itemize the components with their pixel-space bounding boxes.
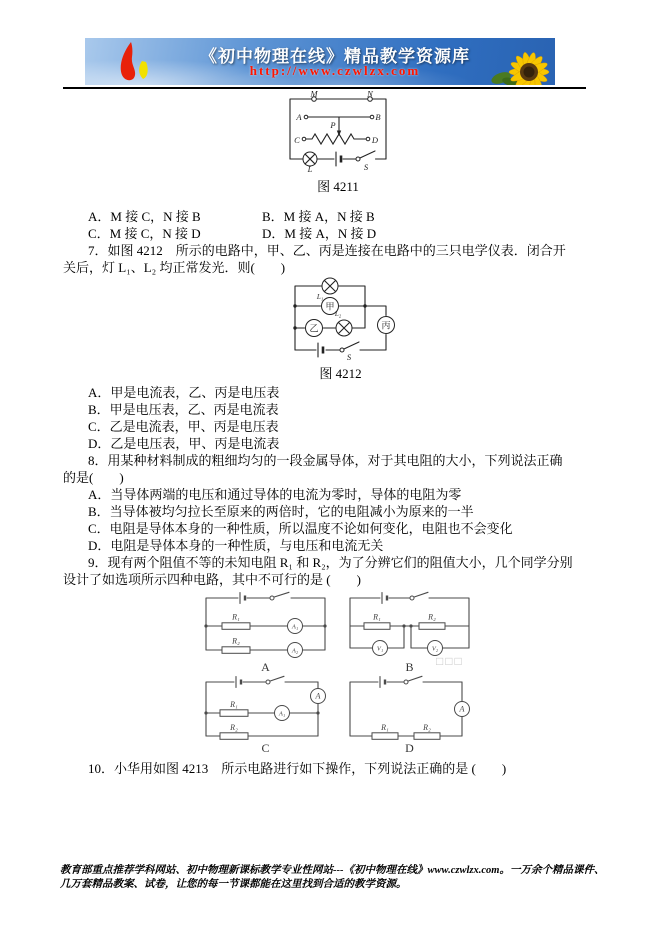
- q8-option-b: B．当导体被均匀拉长至原来的两倍时，它的电阻减小为原来的一半: [88, 504, 474, 519]
- battery-symbol: [380, 677, 385, 688]
- label-r2: R₂: [428, 612, 436, 622]
- label-r1: R₁: [373, 612, 381, 622]
- q7-option-d: D．乙是电压表，甲、丙是电流表: [88, 436, 280, 451]
- label-meter-bing: 丙: [381, 320, 391, 331]
- battery-symbol: [240, 593, 245, 604]
- terminal-b: [370, 115, 374, 119]
- switch-symbol: [340, 342, 359, 352]
- terminal-a: [304, 115, 308, 119]
- option-row-c: C．M 接 C，N 接 D: [88, 226, 201, 241]
- question-8-line2: 的是( ): [63, 470, 124, 485]
- junction-dot: [323, 624, 326, 627]
- junction-dot: [204, 624, 207, 627]
- label-lamp1: L₁: [316, 293, 324, 301]
- banner-title: 《初中物理在线》精品教学资源库: [200, 47, 470, 66]
- missing-glyph-boxes: □□□: [436, 654, 464, 668]
- flame-logo-icon: [115, 41, 163, 83]
- label-c: C: [294, 135, 300, 145]
- label-r2: R₂: [230, 723, 238, 732]
- label-p: P: [330, 120, 336, 130]
- banner-url: http://www.czwlzx.com: [249, 63, 421, 78]
- figure-4212-caption: 图 4212: [319, 366, 362, 381]
- option-circuit-a: [198, 592, 333, 658]
- question-7-line1: 7．如图 4212 所示的电路中，甲、乙、丙是连接在电路中的三只电学仪表．闭合开: [88, 243, 566, 258]
- label-a1: A₁: [291, 623, 299, 631]
- terminal-d: [366, 137, 370, 141]
- junction-dot: [293, 326, 296, 329]
- battery-symbol: [382, 593, 387, 604]
- question-7-line2: 关后，灯 L₁、L₂ 均正常发光．则( ): [63, 260, 286, 275]
- question-9-line2: 设计了如选项所示四种电路，其中不可行的是 ( ): [63, 572, 361, 587]
- circuit-a-label: A: [261, 660, 270, 674]
- circuit-wires: [295, 286, 386, 350]
- q7-option-c: C．乙是电流表，甲、丙是电压表: [88, 419, 279, 434]
- circuit-c-label: C: [261, 741, 270, 755]
- label-r1: R₁: [230, 700, 238, 709]
- label-d: D: [371, 135, 379, 145]
- label-v2: V₂: [431, 645, 439, 653]
- header-divider: [63, 87, 586, 89]
- label-meter-yi: 乙: [309, 323, 319, 334]
- figure-4212-circuit: [283, 276, 398, 362]
- lamp1-symbol: [322, 278, 338, 294]
- label-r2: R₂: [423, 723, 431, 732]
- switch-symbol: [356, 151, 375, 161]
- resistor-r2: [419, 623, 445, 630]
- label-meter-jia: 甲: [325, 301, 335, 312]
- option-row-d: D．M 接 A，N 接 D: [262, 226, 377, 241]
- resistor-r2: [220, 733, 248, 740]
- resistor-r2: [414, 733, 440, 740]
- battery-symbol: [318, 343, 323, 357]
- battery-symbol: [336, 152, 341, 166]
- circuit-d-label: D: [405, 741, 414, 755]
- question-8-line1: 8．用某种材料制成的粗细均匀的一段金属导体，对于其电阻的大小，下列说法正确: [88, 453, 563, 468]
- option-row-b: B．M 接 A，N 接 B: [262, 209, 375, 224]
- q8-option-c: C．电阻是导体本身的一种性质，所以温度不论如何变化，电阻也不会变化: [88, 521, 513, 536]
- q7-option-b: B．甲是电压表，乙、丙是电流表: [88, 402, 279, 417]
- resistor-r2: [222, 647, 250, 654]
- battery-symbol: [236, 677, 241, 688]
- junction-dot: [316, 711, 319, 714]
- option-circuit-b: [342, 592, 477, 658]
- lamp2-symbol: [336, 320, 352, 336]
- switch-symbol: [270, 592, 289, 600]
- label-r2: R₂: [232, 636, 240, 646]
- slider-arrow: [337, 131, 341, 137]
- q7-option-a: A．甲是电流表，乙、丙是电压表: [88, 385, 280, 400]
- switch-symbol: [404, 676, 422, 684]
- label-a2: A₂: [291, 647, 299, 655]
- circuit-wires: [290, 99, 386, 159]
- label-lamp2: L₂: [334, 310, 342, 318]
- resistor-r1: [372, 733, 398, 740]
- resistor-r1: [222, 623, 250, 630]
- junction-dot: [293, 304, 296, 307]
- junction-dot: [204, 711, 207, 714]
- label-a: A: [459, 704, 465, 714]
- label-a: A: [296, 112, 302, 122]
- label-r1: R₁: [232, 612, 240, 622]
- option-circuit-c: [198, 676, 333, 742]
- label-b: B: [375, 112, 381, 122]
- meter-yi-symbol: [306, 320, 323, 337]
- terminal-c: [302, 137, 306, 141]
- label-a: A: [315, 691, 321, 701]
- q8-option-d: D．电阻是导体本身的一种性质，与电压和电流无关: [88, 538, 384, 553]
- switch-symbol: [266, 676, 284, 684]
- junction-dot: [402, 624, 405, 627]
- option-row-a: A．M 接 C，N 接 B: [88, 209, 201, 224]
- sunflower-icon: [487, 46, 555, 85]
- figure-4211-circuit: [282, 88, 394, 175]
- meter-bing-symbol: [378, 317, 395, 334]
- footer-line2: 几万套精品教案、试卷，让您的每一节课都能在这里找到合适的教学资源。: [60, 879, 407, 890]
- site-banner: [85, 38, 555, 85]
- label-v1: V₁: [376, 645, 384, 653]
- q8-option-a: A．当导体两端的电压和通过导体的电流为零时，导体的电阻为零: [88, 487, 462, 502]
- label-n: N: [367, 88, 373, 99]
- label-a1: A₁: [278, 710, 286, 718]
- junction-dot: [363, 304, 366, 307]
- label-lamp: L: [307, 164, 313, 174]
- resistor-r1: [364, 623, 390, 630]
- label-m: M: [310, 88, 318, 99]
- label-switch: S: [346, 352, 352, 362]
- resistor-r1: [220, 710, 248, 717]
- label-switch: S: [363, 162, 369, 172]
- figure-4211-caption: 图 4211: [317, 179, 359, 194]
- junction-dot: [409, 624, 412, 627]
- question-9-line1: 9．现有两个阻值不等的未知电阻 R₁ 和 R₂，为了分辨它们的阻值大小，几个同学分别: [88, 555, 573, 570]
- label-r1: R₁: [381, 723, 389, 732]
- circuit-b-label: B: [405, 660, 414, 674]
- option-circuit-d: [342, 676, 477, 742]
- switch-symbol: [410, 592, 428, 600]
- footer-line1: 教育部重点推荐学科网站、初中物理新课标教学专业性网站---《初中物理在线》www.czwlzx.com。一万余个精品课件、: [60, 865, 605, 876]
- question-10-line1: 10．小华用如图 4213 所示电路进行如下操作，下列说法正确的是 ( ): [88, 761, 507, 776]
